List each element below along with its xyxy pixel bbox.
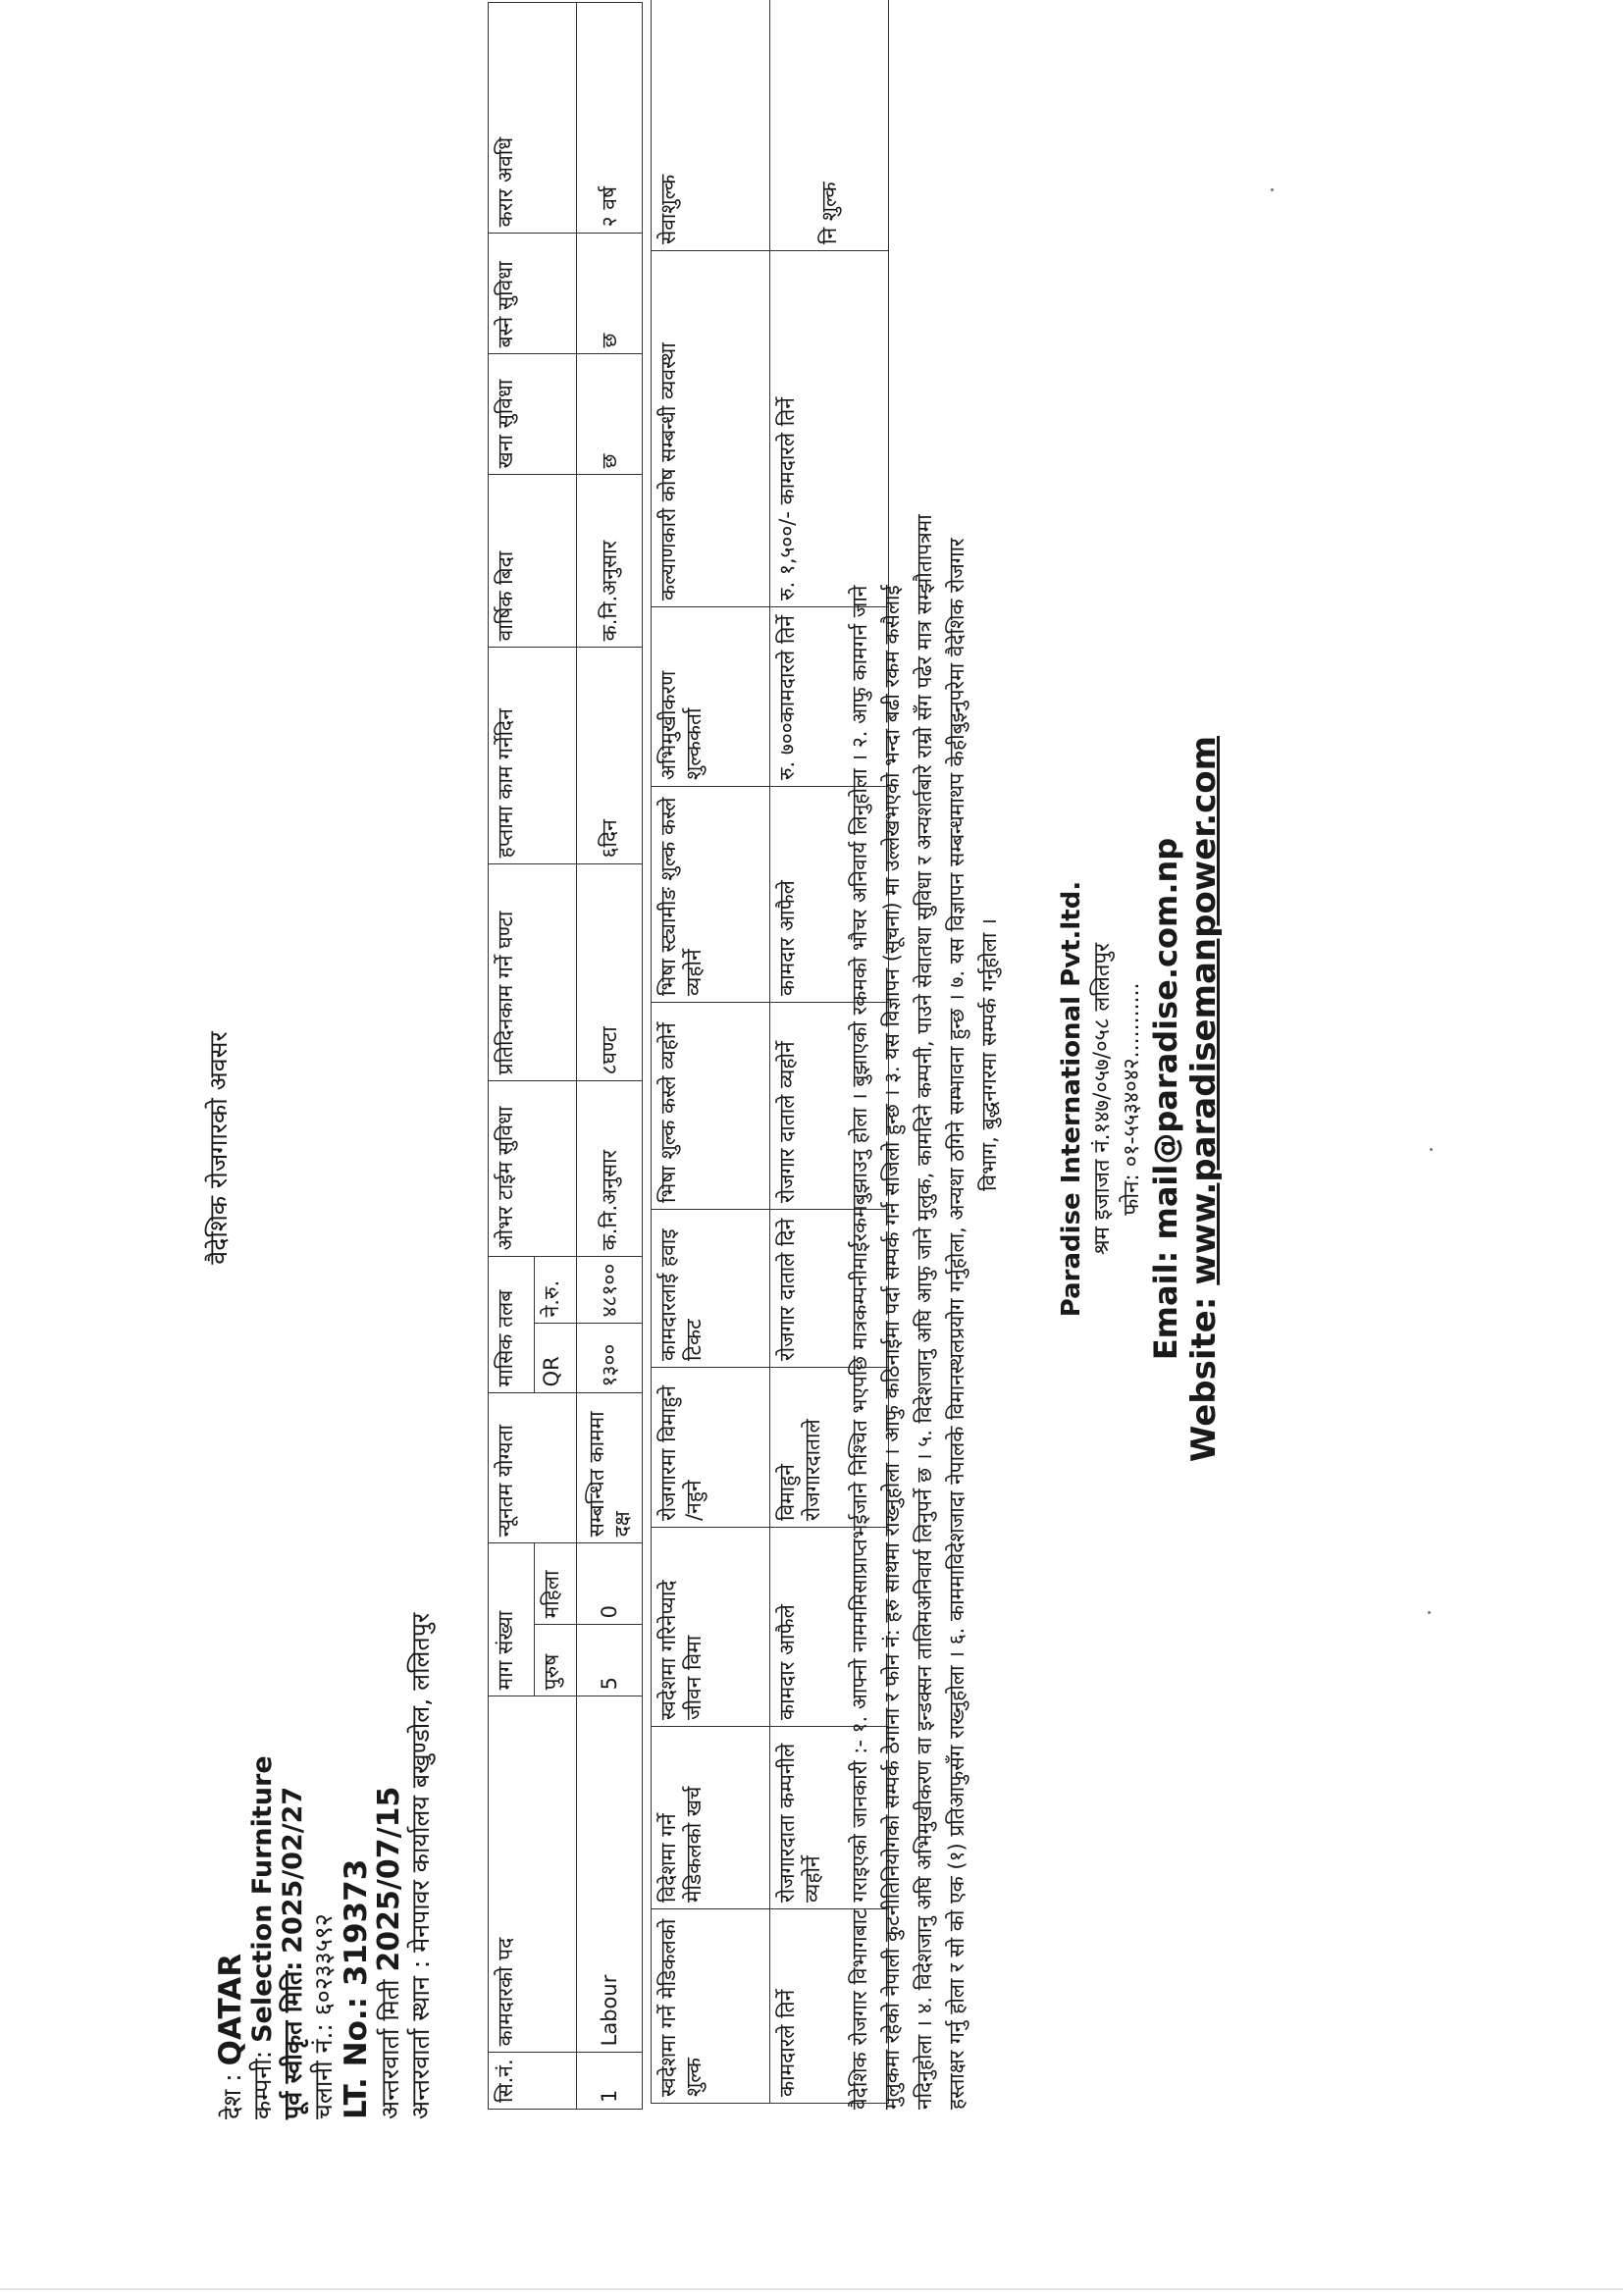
interview-date: 2025/07/15 bbox=[372, 1786, 406, 1972]
dispatch-label: चलानी नं.: bbox=[309, 2023, 338, 2119]
dispatch-number: ६०२३३५९२ bbox=[309, 1913, 338, 2016]
fees-header-row bbox=[652, 0, 770, 2104]
fee-header: स्वदेशमा गर्ने मेडिकलको शुल्क bbox=[652, 1909, 770, 2104]
table-row bbox=[577, 3, 643, 2110]
fee-value: रोजगारदाता कम्पनीले व्यहोर्ने bbox=[770, 1727, 889, 1909]
fee-header: सेवाशुल्क bbox=[652, 0, 770, 251]
country-value: QATAR bbox=[213, 1953, 248, 2066]
cell-contract: २ वर्ष bbox=[577, 3, 643, 234]
country-label: देश : bbox=[218, 2073, 246, 2119]
approval-label: पूर्व स्वीकृत मिति: bbox=[279, 1960, 307, 2119]
fee-value: रु. ७००कामदारले तिर्ने bbox=[770, 607, 889, 787]
department-notes bbox=[844, 0, 1006, 2110]
header-salary: मासिक तलब bbox=[489, 1257, 535, 1393]
header-npr: ने.रु. bbox=[535, 1257, 577, 1324]
fee-value: कामदार आफैले bbox=[770, 1528, 889, 1727]
cell-daily-hours: ८घण्टा bbox=[577, 864, 643, 1081]
fee-header: भिषा शुल्क कस्ले व्यहोर्ने bbox=[652, 1003, 770, 1210]
email-line bbox=[1147, 0, 1184, 2296]
cell-accommodation: छ bbox=[577, 234, 643, 354]
company-name: Paradise International Pvt.ltd. bbox=[1057, 880, 1086, 1318]
note-line: नदिनुहोला । ४. विदेशजानु अघि अभिमुखीकरण वा इन्डक्सन तालिमअनिवार्य लिनुपर्ने छ । ५. विदेशजानु अघि आफु जाने मुलुक, कामदिने कम्पनी, पाउने सेवातथा सुविधा र अन्यशर्तबारे राम्रो सँग पढेर मात्र सम्झौतापत्रमा bbox=[913, 514, 936, 2110]
note-line: वैदेशिक रोजगार विभागबाट गराइएको जानकारी :- १. आफ्नो नामममिसाप्राप्तभईजाने निश्चित भएपछि मात्रकम्पनीमार्ईरकमबुझाउनु होला । बुझाएको रकमको भौचर अनिवार्य लिनुहोला । २. आफु कामगर्न जाने bbox=[848, 585, 871, 2110]
fee-header: अभिमुखीकरण शुल्ककर्ता bbox=[652, 607, 770, 787]
fee-value: कामदार आफैले bbox=[770, 787, 889, 1003]
cell-annual-leave: क.नि.अनुसार bbox=[577, 475, 643, 648]
cell-post: Labour bbox=[577, 1696, 643, 2053]
cell-food: छ bbox=[577, 354, 643, 475]
note-line: मुलुकमा रहेको नेपाली कुटनीतिनियोगको सम्पर्क ठेगाना र फोन नं: हरु साथमा राख्नुहोला । आफु कठिनाईमा पर्दा सम्पर्क गर्न सजिलो हुन्छ । ३. यस विज्ञापन (सूचना) मा उल्लेखभएको भन्दा बढी रकम कसैलाई bbox=[880, 585, 904, 2110]
cell-qualification: सम्बन्धित काममा दक्ष bbox=[577, 1393, 643, 1543]
cell-male: 5 bbox=[577, 1625, 643, 1696]
fee-header: कल्याणकारी कोष सम्बन्धी व्यवस्था bbox=[652, 251, 770, 607]
company-value: Selection Furniture bbox=[247, 1755, 278, 2043]
approval-line bbox=[278, 1613, 308, 2119]
interview-date-line bbox=[374, 1613, 405, 2119]
scan-speck bbox=[1271, 188, 1274, 191]
company-line bbox=[247, 1613, 278, 2119]
lt-line bbox=[339, 1613, 374, 2119]
interview-place: मेनपावर कार्यालय बखुण्डोल, ललितपुर bbox=[406, 1612, 435, 1953]
email-label: Email: bbox=[1147, 1250, 1184, 1361]
fee-header: विदेशमा गर्ने मेडिकलको खर्च bbox=[652, 1727, 770, 1909]
website-line bbox=[1184, 0, 1224, 2296]
job-info-block bbox=[213, 1612, 436, 2119]
country-line bbox=[213, 1613, 248, 2119]
phone-number: फोन: ०१-५५३४०४२........... bbox=[1120, 982, 1144, 1216]
header-accommodation: बस्ने सुविधा bbox=[489, 234, 577, 354]
fee-value: नि शुल्क bbox=[770, 0, 889, 251]
lt-label: LT. No.: bbox=[339, 1996, 374, 2119]
header-qualification: न्यूनतम योग्यता bbox=[489, 1393, 577, 1543]
interview-place-line bbox=[405, 1613, 436, 2119]
company-label: कम्पनी: bbox=[248, 2050, 277, 2119]
fee-value: रोजगार दाताले व्यहोर्ने bbox=[770, 1003, 889, 1210]
fee-header: भिषा स्ट्यामीङ शुल्क कस्ले व्यहोर्ने bbox=[652, 787, 770, 1003]
scan-speck bbox=[1430, 1148, 1433, 1151]
website-label: Website: bbox=[1184, 1296, 1224, 1463]
website-link[interactable]: www.paradisemanpower.com bbox=[1184, 735, 1224, 1285]
interview-place-label: अन्तरवार्ता स्थान : bbox=[406, 1959, 435, 2119]
cell-female: 0 bbox=[577, 1543, 643, 1625]
fee-value: विमाहुने रोजगारदाताले bbox=[770, 1368, 889, 1528]
header-food: खना सुविधा bbox=[489, 354, 577, 475]
note-line: विभाग, बुद्धनगरमा सम्पर्क गर्नुहोला । bbox=[977, 918, 1001, 1192]
header-overtime: ओभर टाईम सुविधा bbox=[489, 1081, 577, 1257]
dispatch-line bbox=[308, 1613, 339, 2119]
header-weekly-days: हप्तामा काम गर्नेदिन bbox=[489, 648, 577, 864]
company-contact-block bbox=[1055, 0, 1224, 2296]
header-qr: QR bbox=[535, 1324, 577, 1393]
job-details-table bbox=[488, 2, 643, 2110]
header-daily-hours: प्रतिदिनकाम गर्ने घण्टा bbox=[489, 864, 577, 1081]
interview-date-label: अन्तरवार्ता मिती bbox=[376, 1979, 404, 2119]
cell-sn: 1 bbox=[577, 2053, 643, 2110]
header-contract: करार अवधि bbox=[489, 3, 577, 234]
page-title: वैदेशिक रोजगारको अवसर bbox=[204, 1031, 233, 1265]
fee-value: रोजगार दाताले दिने bbox=[770, 1210, 889, 1368]
page-bottom-edge bbox=[0, 2288, 1623, 2290]
license-number: श्रम इजाजत नं.१४७/०५७/०५८ ललितपुर bbox=[1090, 943, 1115, 1255]
table-header-row bbox=[489, 3, 535, 2110]
fee-header: स्वदेशमा गरिनेप्यादे जीवन विमा bbox=[652, 1528, 770, 1727]
header-sn: सि.नं. bbox=[489, 2053, 577, 2110]
header-male: पुरुष bbox=[535, 1625, 577, 1696]
note-line: हस्ताक्षर गर्नु होला र सो को एक (१) प्रतिआफुसँग राख्नुहोला । ६. काममाविदेशजादा नेपालके विमानस्थलप्रयोग गर्नुहोला, अन्यथा ठगिने सम्भावना हुन्छ । ७. यस विज्ञापन सम्बन्धमाथप केहीबुझ्नुपरेमा वैदेशिक रोजगार bbox=[945, 538, 969, 2110]
scan-speck bbox=[1428, 1611, 1431, 1614]
lt-number: 319373 bbox=[339, 1858, 374, 1987]
cell-overtime: क.नि.अनुसार bbox=[577, 1081, 643, 1257]
header-post: कामदारको पद bbox=[489, 1696, 577, 2053]
fee-header: कामदारलाई हवाइ टिकट bbox=[652, 1210, 770, 1368]
cell-npr: ४८१०० bbox=[577, 1257, 643, 1324]
fee-value: कामदारले तिर्ने bbox=[770, 1909, 889, 2104]
header-annual-leave: वार्षिक बिदा bbox=[489, 475, 577, 648]
header-female: महिला bbox=[535, 1543, 577, 1625]
fee-header: रोजगारमा विमाहुने /नहुने bbox=[652, 1368, 770, 1528]
cell-weekly-days: ६दिन bbox=[577, 648, 643, 864]
cell-qr: १३०० bbox=[577, 1324, 643, 1393]
email-address[interactable]: mail@paradise.com.np bbox=[1147, 837, 1184, 1240]
approval-date: 2025/02/27 bbox=[278, 1786, 308, 1954]
fee-value: रु. १,५००/- कामदारले तिर्ने bbox=[770, 251, 889, 607]
header-demand: माग संख्या bbox=[489, 1543, 535, 1696]
